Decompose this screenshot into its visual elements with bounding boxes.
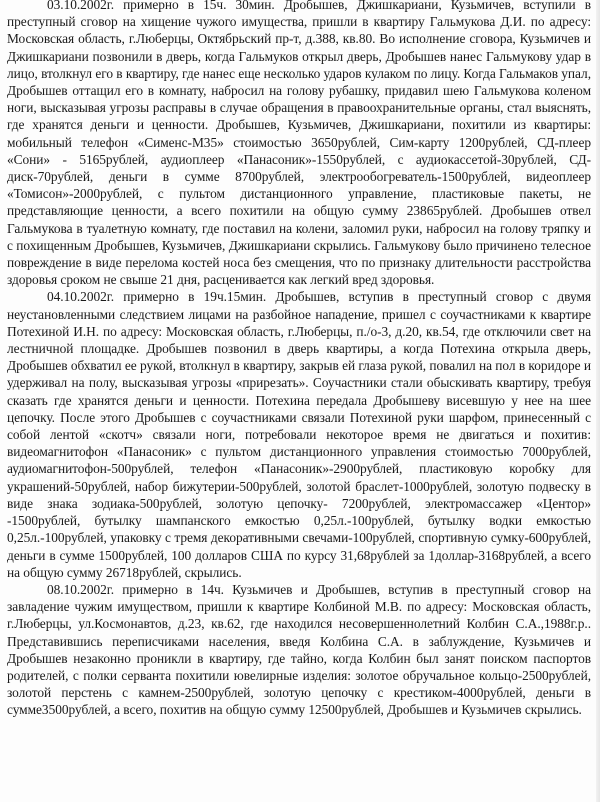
document-body bbox=[7, 0, 591, 719]
paragraph-robbery-galmukov: 03.10.2002г. примерно в 15ч. 30мин. Дробышев, Джишкариани, Кузьмичев, вступили в преступный сговор на хищение чужого имущества, пришли в квартиру Гальмукова Д.И. по адресу: Московская область, г.Люберцы, Октябрьский пр-т, д.388, кв.80. Во исполнение сговора, Кузьмичев и Джишкариани позвонили в дверь, когда Гальмуков открыл дверь, Дробышев нанес Гальмукову удар в лицо, втолкнул его в квартиру, где нанес еще несколько ударов кулаком по лицу. Когда Гальмаков упал, Дробышев оттащил его в комнату, набросил на голову рубашку, придавил шею Гальмукова коленом ноги, высказывая угрозы расправы в случае обращения в правоохранительные органы, стал выяснять, где хранятся деньги и ценности. Дробышев, Кузьмичев, Джишкариани, похитили из квартиры: мобильный телефон «Сименс-М35» стоимостью 3650рублей, Сим-карту 1200рублей, СД-плеер «Сони» - 5165рублей, аудиоплеер «Панасоник»-1550рублей, с аудиокассетой-30рублей, СД-диск-70рублей, деньги в сумме 8700рублей, электрообогреватель-1500рублей, видеоплеер «Томисон»-2000рублей, с пультом дистанционного управление, пластиковые пакеты, не представляющие ценности, а всего похитили на общую сумму 23865рублей. Дробышев отвел Гальмукова в туалетную комнату, где поставил на колени, заломил руки, набросил на голову тряпку и с похищенным Дробышев, Кузьмичев, Джишкариани скрылись. Гальмукову было причинено телесное повреждение в виде перелома костей носа без смещения, что по признаку длительности расстройства здоровья сроком не свыше 21 дня, расценивается как легкий вред здоровья. bbox=[7, 0, 591, 288]
paragraph-theft-kolbina: 08.10.2002г. примерно в 14ч. Кузьмичев и Дробышев, вступив в преступный сговор на завладение чужим имуществом, пришли к квартире Колбиной М.В. по адресу: Московская область, г.Люберцы, ул.Космонавтов, д.23, кв.62, где находился несовершеннолетний Колбин С.А.,1988г.р.. Представившись переписчиками населения, введя Колбина С.А. в заблуждение, Кузьмичев и Дробышев незаконно проникли в квартиру, где тайно, когда Колбин был занят поиском паспортов родителей, с полки серванта похитили ювелирные изделия: золотое обручальное кольцо-2500рублей, золотой перстень с камнем-2500рублей, золотую цепочку с крестиком-4000рублей, деньги в сумме3500рублей, а всего, похитив на общую сумму 12500рублей, Дробышев и Кузьмичев скрылись. bbox=[7, 581, 591, 718]
scan-edge-shadow bbox=[596, 0, 600, 802]
paragraph-robbery-potekhina: 04.10.2002г. примерно в 19ч.15мин. Дробышев, вступив в преступный сговор с двумя неустановленными следствием лицами на разбойное нападение, пришел с соучастниками к квартире Потехиной И.Н. по адресу: Московская область, г.Люберцы, п./о-3, д.20, кв.54, где отключили свет на лестничной площадке. Дробышев позвонил в дверь квартиры, а когда Потехина открыла дверь, Дробышев обхватил ее рукой, втолкнул в квартиру, закрыв ей глаза рукой, повалил на пол в коридоре и удерживал на полу, высказывая угрозы «прирезать». Соучастники стали обыскивать квартиру, требуя сказать где хранятся деньги и ценности. Потехина передала Дробышеву висевшую у нее на шее цепочку. После этого Дробышев с соучастниками связали Потехиной руки шарфом, принесенный с собой лентой «скотч» связали ноги, потребовали некоторое время не двигаться и похитив: видеомагнитофон «Панасоник» с пультом дистанционного управления стоимостью 7000рублей, аудиомагнитофон-500рублей, телефон «Панасоник»-2900рублей, пластиковую коробку для украшений-50рублей, набор бижутерии-500рублей, золотой браслет-1000рублей, золотую подвеску в виде знака зодиака-500рублей, золотую цепочку- 7200рублей, электромассажер «Центор» -1500рублей, бутылку шампанского емкостью 0,25л.-100рублей, бутылку водки емкостью 0,25л.-100рублей, упаковку с тремя декоративными свечами-100рублей, спортивную сумку-600рублей, деньги в сумме 1500рублей, 100 долларов США по курсу 31,68рублей за 1доллар-3168рублей, а всего на общую сумму 26718рублей, скрылись. bbox=[7, 289, 591, 580]
